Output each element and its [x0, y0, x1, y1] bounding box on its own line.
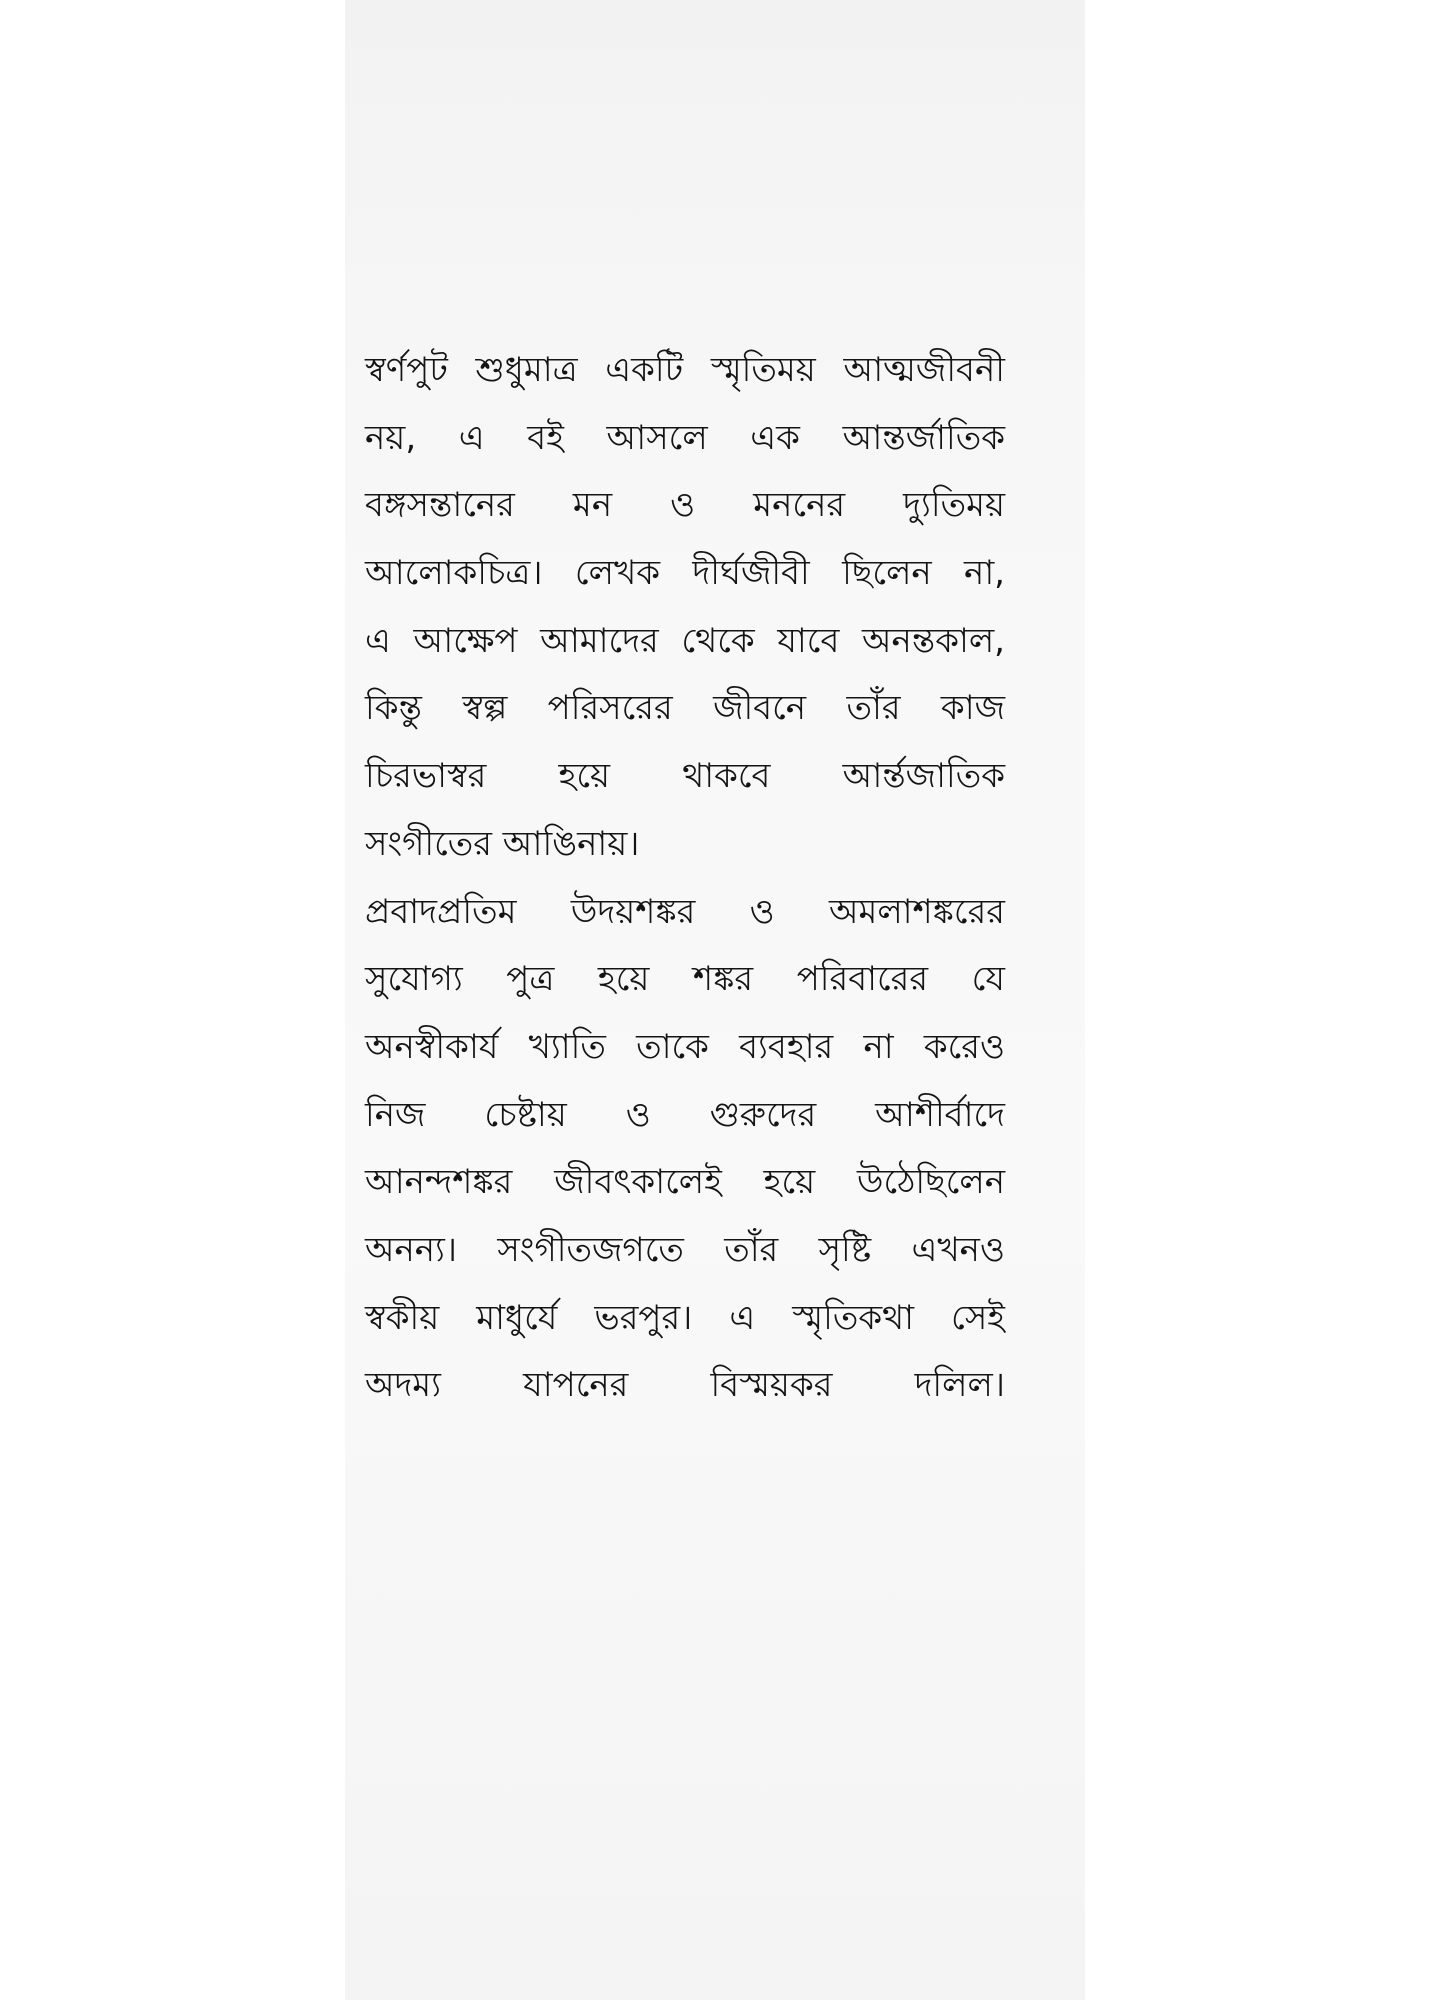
- text-line: স্বর্ণপুট শুধুমাত্র একটি স্মৃতিময় আত্মজীবনী: [365, 350, 1005, 390]
- text-line: অনস্বীকার্য খ্যাতি তাকে ব্যবহার না করেও: [365, 1026, 1005, 1067]
- text-line: সুযোগ্য পুত্র হয়ে শঙ্কর পরিবারের যে: [365, 959, 1005, 1000]
- text-line: আনন্দশঙ্কর জীবৎকালেই হয়ে উঠেছিলেন: [365, 1162, 1005, 1203]
- text-line: প্রবাদপ্রতিম উদয়শঙ্কর ও অমলাশঙ্করের: [365, 891, 1005, 932]
- text-line: সংগীতের আঙিনায়।: [365, 823, 640, 864]
- text-line: চিরভাস্বর হয়ে থাকবে আর্ন্তজাতিক: [365, 756, 1005, 797]
- text-line: নিজ চেষ্টায় ও গুরুদের আশীর্বাদে: [365, 1094, 1005, 1135]
- text-line: এ আক্ষেপ আমাদের থেকে যাবে অনন্তকাল,: [365, 620, 1005, 661]
- text-line: কিন্তু স্বল্প পরিসরের জীবনে তাঁর কাজ: [365, 688, 1005, 729]
- paragraph-1: [365, 337, 1005, 879]
- blurb-text: [365, 337, 1005, 1420]
- text-line: বঙ্গসন্তানের মন ও মননের দ্যুতিময়: [365, 485, 1005, 526]
- text-line: নয়, এ বই আসলে এক আন্তর্জাতিক: [365, 417, 1005, 458]
- text-line: স্বকীয় মাধুর্যে ভরপুর। এ স্মৃতিকথা সেই: [365, 1297, 1005, 1338]
- text-line: আলোকচিত্র। লেখক দীর্ঘজীবী ছিলেন না,: [365, 553, 1005, 594]
- text-line: অনন্য। সংগীতজগতে তাঁর সৃষ্টি এখনও: [365, 1229, 1005, 1270]
- text-line: অদম্য যাপনের বিস্ময়কর দলিল।: [365, 1365, 1005, 1406]
- paragraph-2: [365, 879, 1005, 1421]
